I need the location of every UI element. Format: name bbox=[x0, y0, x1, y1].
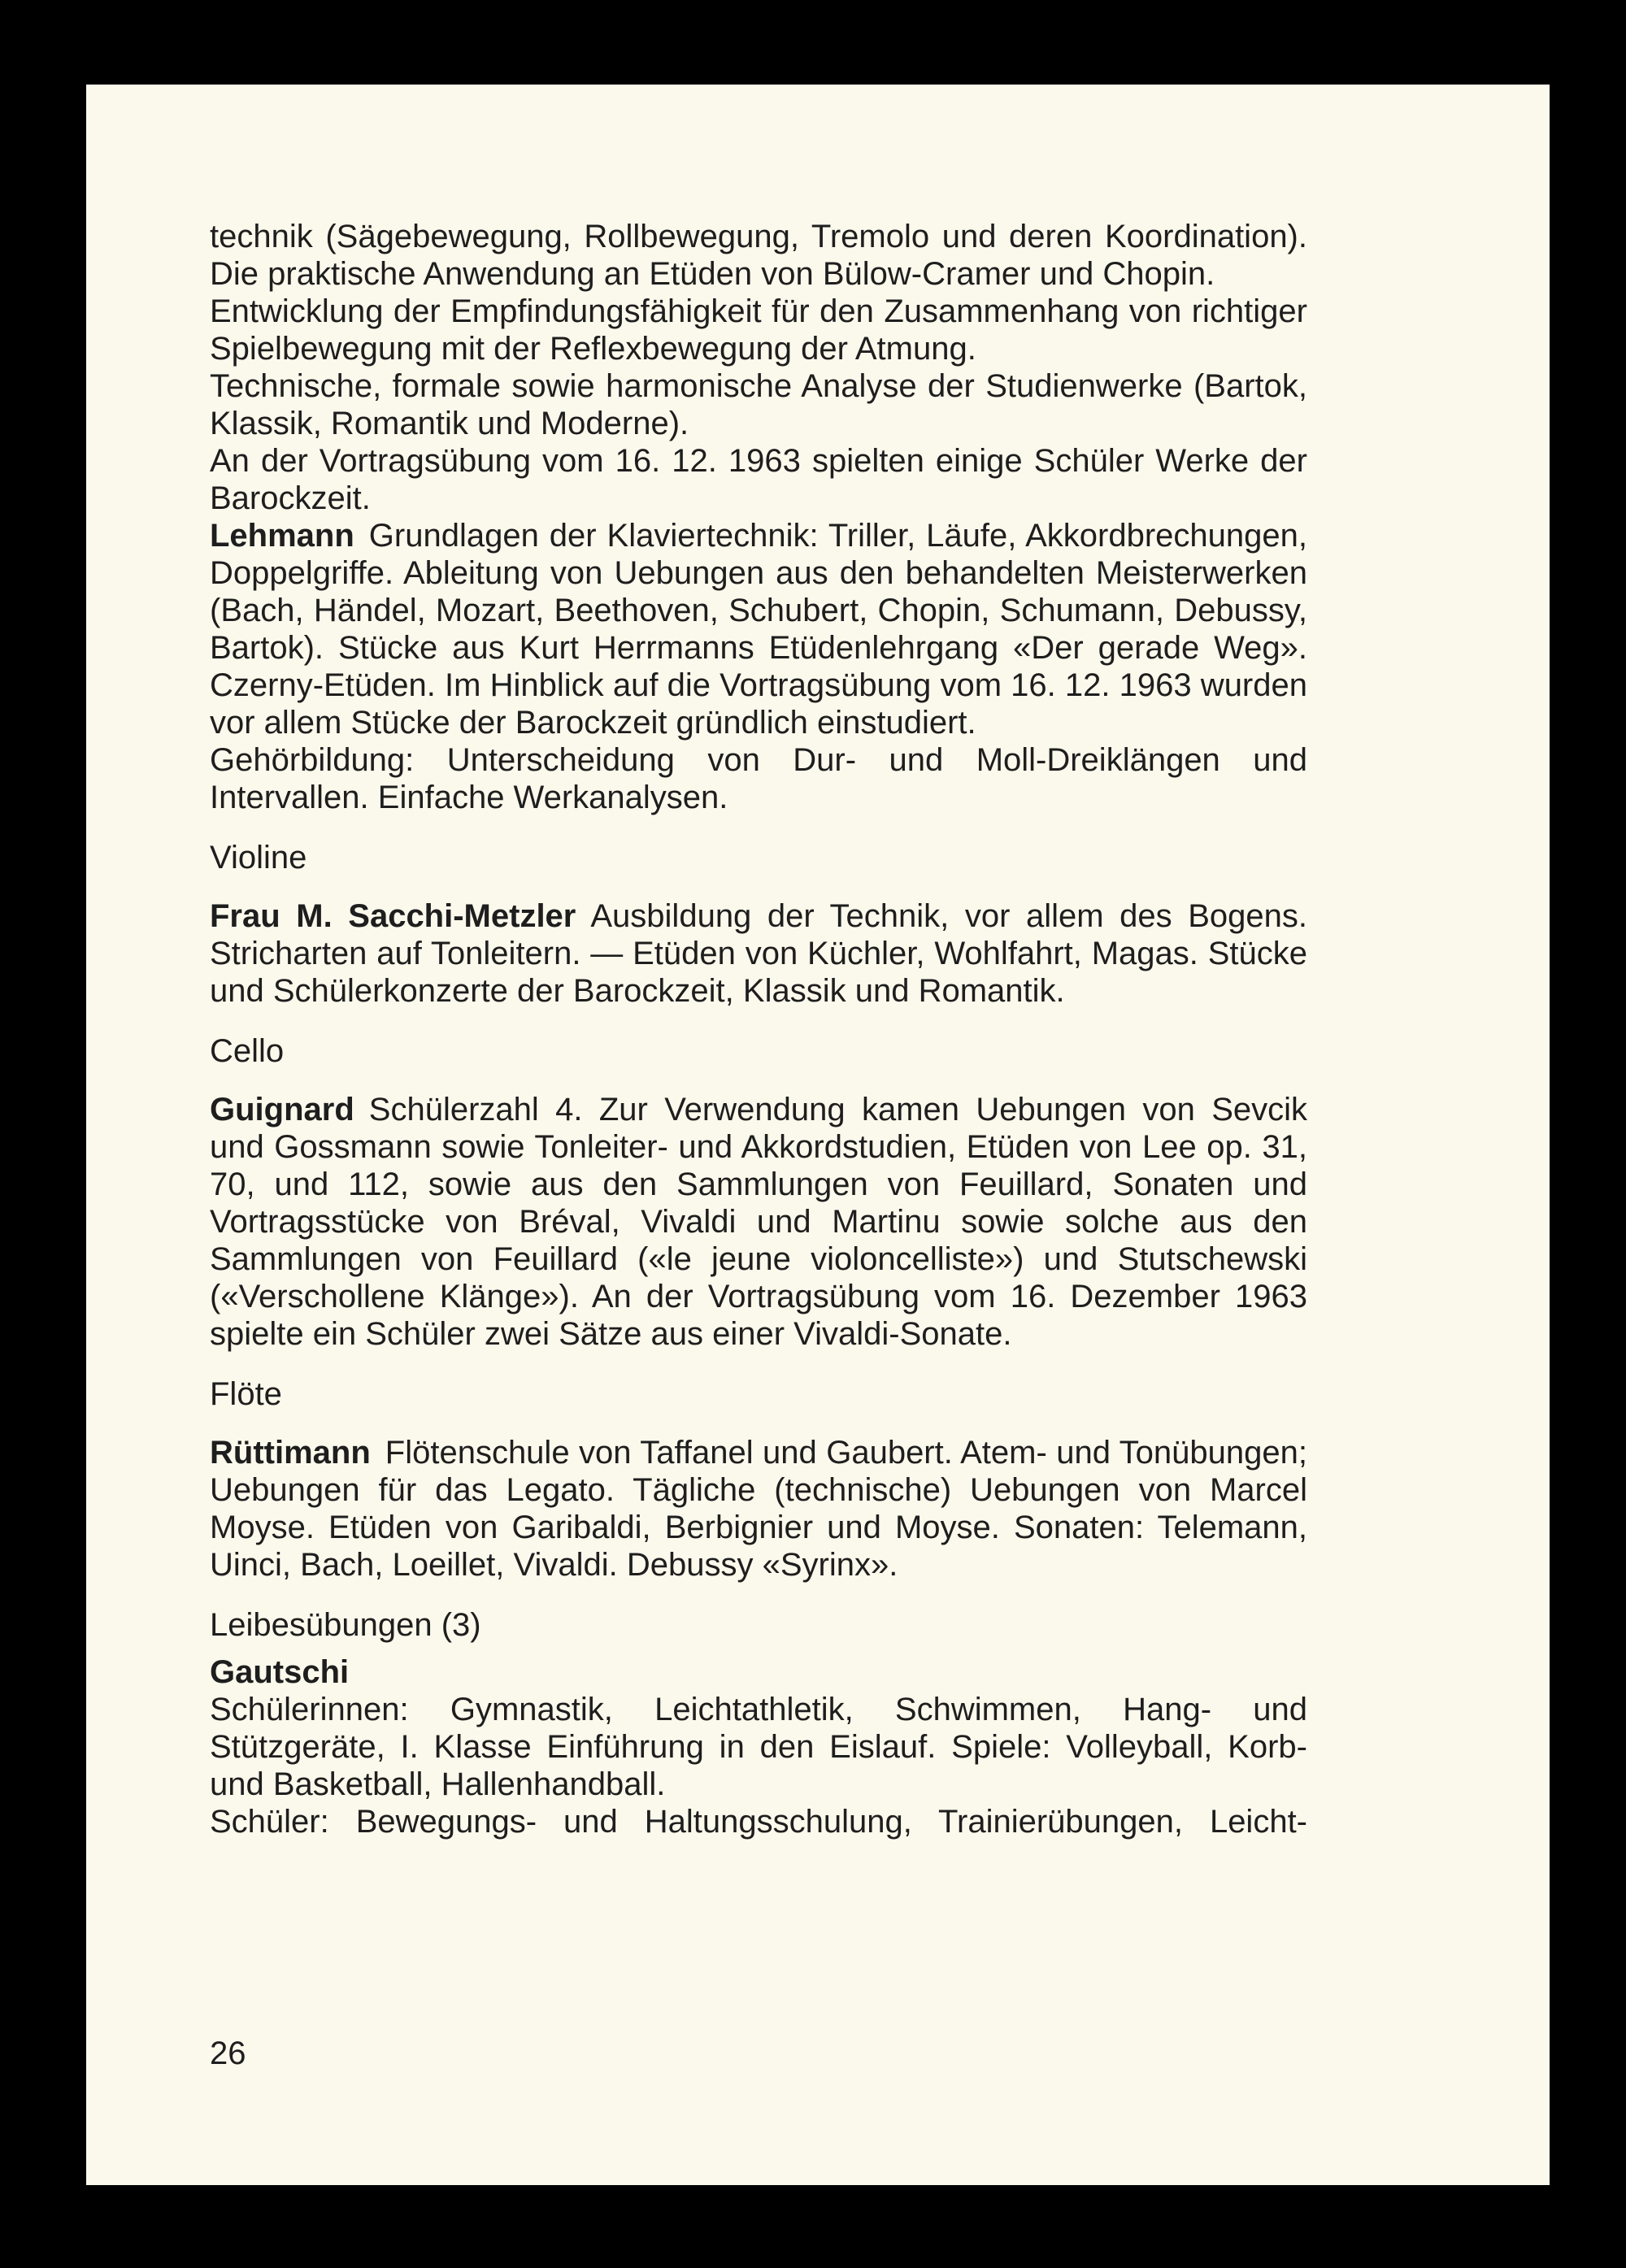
page-number: 26 bbox=[210, 2036, 246, 2071]
teacher-name-gautschi: Gautschi bbox=[210, 1654, 350, 1690]
floete-text: Flötenschule von Taffanel und Gaubert. Atem- und Tonübungen; Uebungen für das Legato. Tägliche (technische) Uebungen von Marcel Moyse. Etüden von Garibaldi, Berbignier und Moyse. Sonaten: Telemann, Uinci, Bach, Loeillet, Vivaldi. Debussy «Syrinx». bbox=[210, 1435, 1307, 1583]
leibes-paragraph-1: Schülerinnen: Gymnastik, Leichtathletik, Schwimmen, Hang- und Stützgeräte, I. Klasse Einführung in den Eislauf. Spiele: Volleyball, Korb- und Basketball, Hallenhandball. bbox=[210, 1692, 1307, 1802]
intro-paragraph-4: An der Vortragsübung vom 16. 12. 1963 spielten einige Schüler Werke der Barockzeit. bbox=[210, 443, 1307, 516]
intro-paragraph-1: technik (Sägebewegung, Rollbewegung, Tremolo und deren Koordination). Die praktische Anwendung an Etüden von Bülow-Cramer und Chopin. bbox=[210, 219, 1307, 292]
teacher-name-lehmann: Lehmann bbox=[210, 518, 354, 554]
section-heading-cello: Cello bbox=[210, 1033, 285, 1069]
page-content bbox=[210, 218, 1307, 1840]
teacher-name-ruettimann: Rüttimann bbox=[210, 1435, 371, 1471]
teacher-name-guignard: Guignard bbox=[210, 1092, 354, 1127]
lehmann-text: Grundlagen der Klaviertechnik: Triller, Läufe, Akkordbrechungen, Doppelgriffe. Ableitung von Uebungen aus den behandelten Meisterwerken (Bach, Händel, Mozart, Beethoven, Schubert, Chopin, Schumann, Debussy, Bartok). Stücke aus Kurt Herrmanns Etüdenlehrgang «Der gerade Weg». Czerny-Etüden. Im Hinblick auf die Vortragsübung vom 16. 12. 1963 wurden vor allem Stücke der Barockzeit gründlich einstudiert. bbox=[210, 518, 1307, 741]
section-heading-leibesuebungen: Leibesübungen (3) bbox=[210, 1607, 481, 1643]
lehmann-entry bbox=[210, 517, 1307, 741]
leibes-paragraph-2: Schüler: Bewegungs- und Haltungsschulung, Trainierübungen, Leicht- bbox=[210, 1804, 1307, 1840]
intro-paragraph-2: Entwicklung der Empfindungsfähigkeit für den Zusammenhang von richtiger Spielbewegung mit der Reflexbewegung der Atmung. bbox=[210, 293, 1307, 367]
teacher-name-sacchi-metzler: Frau M. Sacchi-Metzler bbox=[210, 898, 576, 934]
intro-paragraph-3: Technische, formale sowie harmonische Analyse der Studienwerke (Bartok, Klassik, Romantik und Moderne). bbox=[210, 368, 1307, 441]
cello-entry bbox=[210, 1091, 1307, 1353]
section-heading-floete: Flöte bbox=[210, 1376, 282, 1412]
hearing-training-paragraph: Gehörbildung: Unterscheidung von Dur- und Moll-Dreiklängen und Intervallen. Einfache Werkanalysen. bbox=[210, 742, 1307, 815]
violine-text: Ausbildung der Technik, vor allem des Bogens. Stricharten auf Tonleitern. — Etüden von Küchler, Wohlfahrt, Magas. Stücke und Schülerkonzerte der Barockzeit, Klassik und Romantik. bbox=[210, 898, 1308, 1009]
cello-text: Schülerzahl 4. Zur Verwendung kamen Uebungen von Sevcik und Gossmann sowie Tonleiter- und Akkordstudien, Etüden von Lee op. 31, 70, und 112, sowie aus den Sammlungen von Feuillard, Sonaten und Vortragsstücke von Bréval, Vivaldi und Martinu sowie solche aus den Sammlungen von Feuillard («le jeune violoncelliste») und Stutschewski («Verschollene Klänge»). An der Vortragsübung vom 16. Dezember 1963 spielte ein Schüler zwei Sätze aus einer Vivaldi-Sonate. bbox=[210, 1092, 1307, 1352]
section-heading-violine: Violine bbox=[210, 840, 307, 875]
document-page bbox=[86, 85, 1550, 2185]
floete-entry bbox=[210, 1434, 1307, 1584]
violine-entry bbox=[210, 897, 1307, 1010]
